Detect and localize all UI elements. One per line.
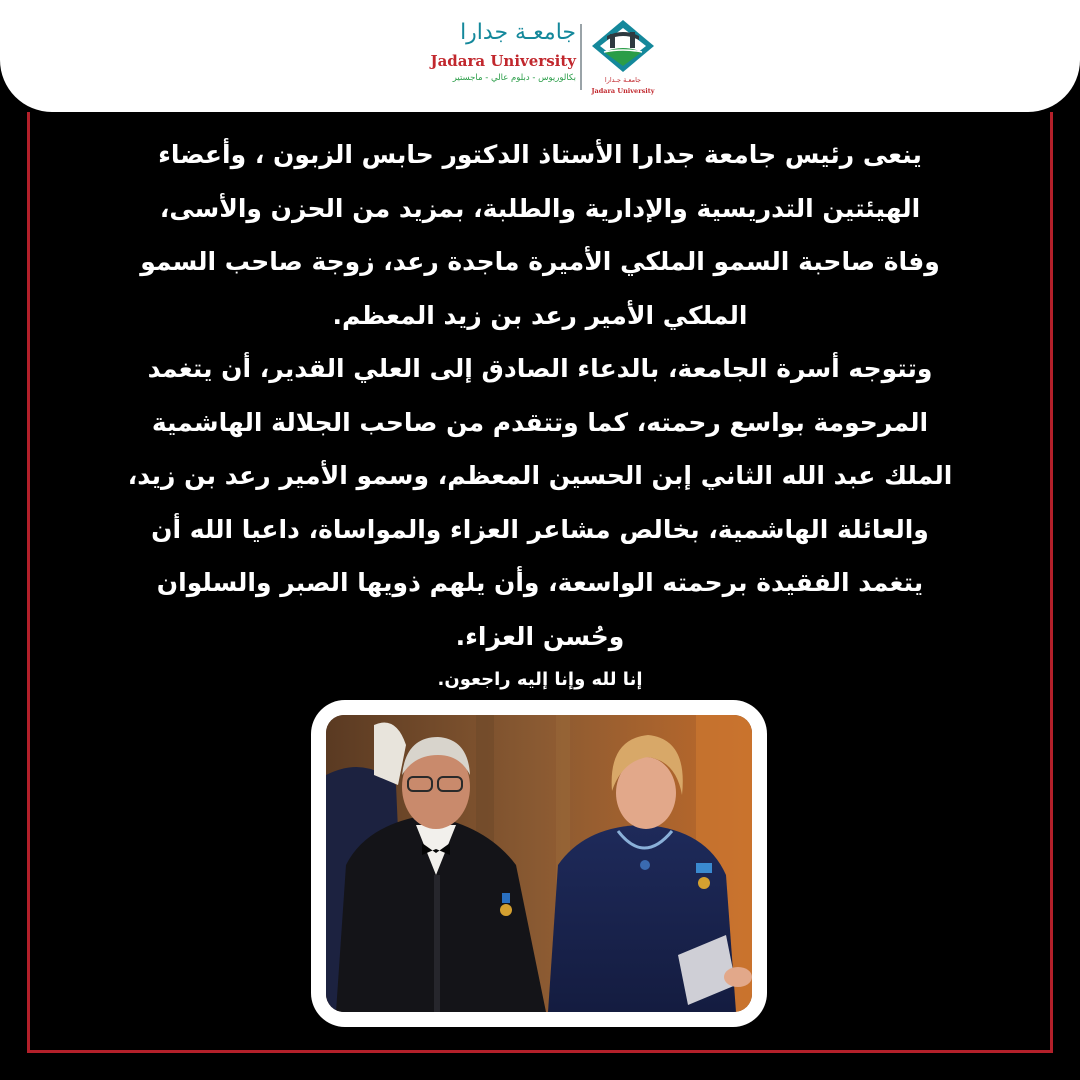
closing-verse: إنا لله وإنا إليه راجعون. [437,669,643,690]
message-line: ينعى رئيس جامعة جدارا الأستاذ الدكتور حابس الزبون ، وأعضاء [158,140,922,169]
logo-english-name: Jadara University [430,52,576,70]
message-line: وتتوجه أسرة الجامعة، بالدعاء الصادق إلى العلي القدير، أن يتغمد [147,354,933,383]
logo-divider [580,24,582,90]
university-logo [420,18,660,98]
emblem-english-name: Jadara University [591,87,655,95]
message-line: وفاة صاحبة السمو الملكي الأميرة ماجدة رعد، زوجة صاحب السمو [140,247,940,276]
couple-photo [326,715,752,1012]
message-line: يتغمد الفقيدة برحمته الواسعة، وأن يلهم ذويها الصبر والسلوان [156,568,924,597]
condolence-message [70,128,1010,695]
message-line: وحُسن العزاء. [455,621,625,651]
message-line: المرحومة بواسع رحمته، كما وتتقدم من صاحب الجلالة الهاشمية [151,407,929,437]
photo-frame [311,700,767,1027]
message-line: والعائلة الهاشمية، بخالص مشاعر العزاء والمواساة، داعيا الله أن [151,514,929,544]
message-line: الملك عبد الله الثاني إبن الحسين المعظم، وسمو الأمير رعد بن زيد، [127,461,953,490]
header-bar [0,0,1080,112]
logo-tagline: بكالوريوس - دبلوم عالي - ماجستير [452,73,576,83]
emblem-arabic-name: جامعـة جـدارا [604,76,642,84]
message-line: الهيئتين التدريسية والإدارية والطلبة، بمزيد من الحزن والأسى، [159,193,921,223]
logo-arabic-name: جامعـة جدارا [460,20,576,45]
university-emblem-icon [590,18,656,98]
message-line: الملكي الأمير رعد بن زيد المعظم. [332,300,748,330]
